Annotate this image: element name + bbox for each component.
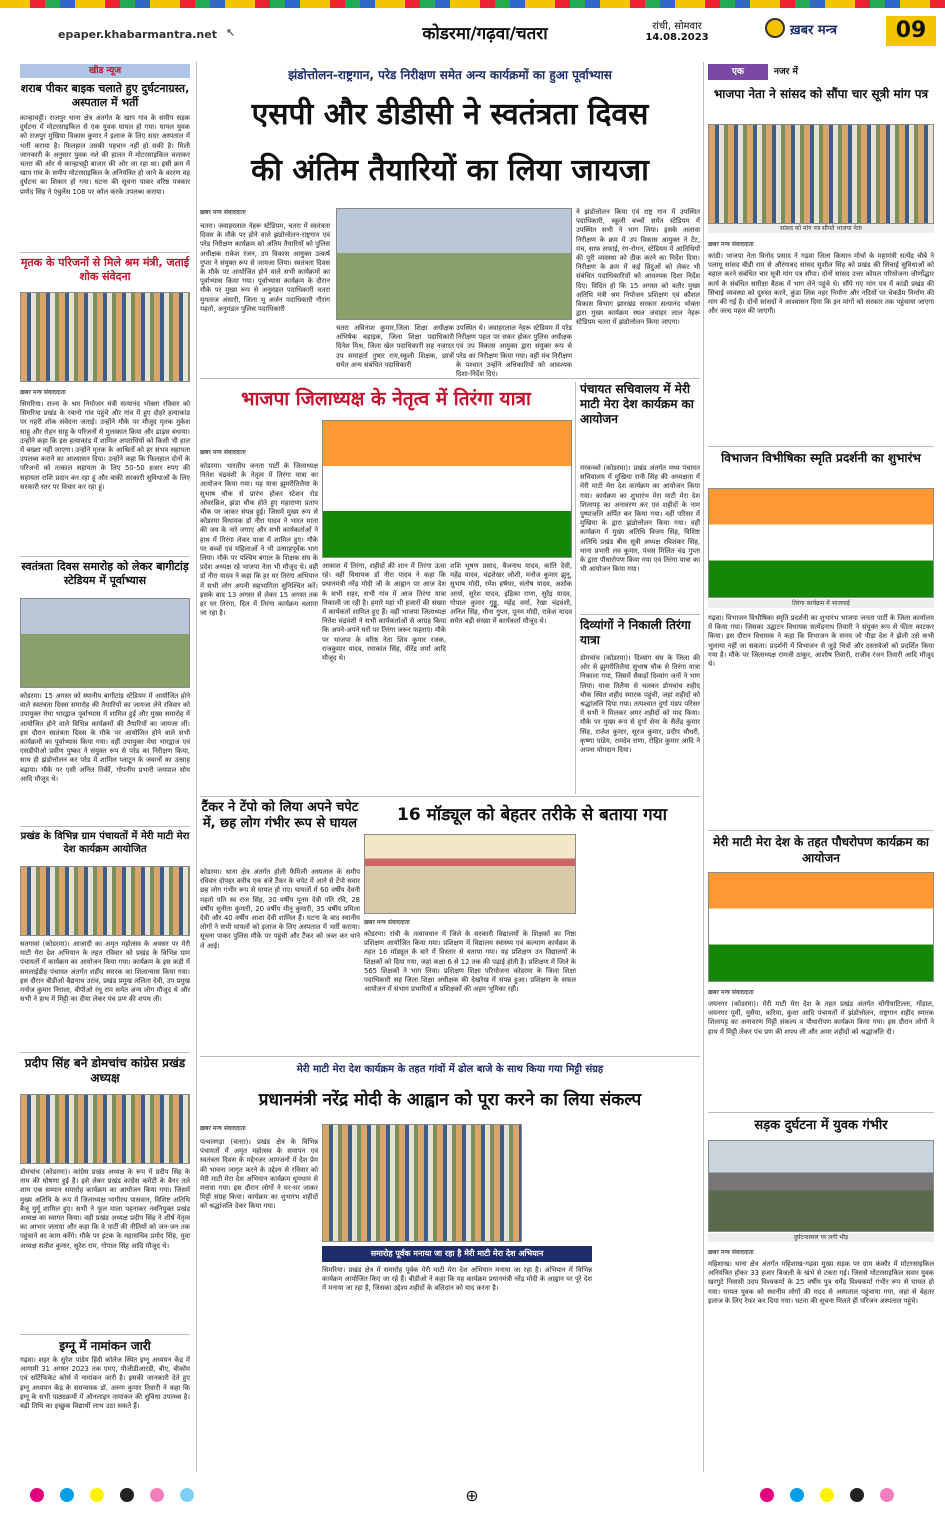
brand-logo (765, 18, 785, 38)
footer-color-bar (0, 1478, 945, 1517)
left-body-5: डोमचांच (कोडरमा)। कांग्रेस प्रखंड अध्यक्ष के रूप में प्रदीप सिंह के नाम की घोषणा हुई है। इसे लेकर प्रखंड कांग्रेस कमेटी के बैनर तले शाम एक सम्मान समारोह कार्यक्रम का आयोजन किया गया। जिसमें मुख्य अतिथि के रूप में जिलाध्यक्ष भागीरथ पासवान, विशिष्ट अतिथि बैजू मुर्मू शामिल हुए। सभी ने फूल माला पहनाकर नवनियुक्त प्रखंड अध्यक्ष का स्वागत किया। वहीं प्रखंड अध्यक्ष प्रदीप सिंह ने शीर्ष नेतृत्व का आभार जताया और कहा कि वे पार्टी की नीतियों को जन-जन तक पहुंचाने का काम करेंगे। मौके पर इंटक के महासचिव प्रमोद सिंह, युवा अध्यक्ष सतीश कुमार, सुरेश राम, गोपाल सिंह आदि मौजूद थे। (20, 1168, 193, 1250)
story-e-body: कोडरमा। थाना क्षेत्र अंतर्गत होली फैमिली अस्पताल के समीप रविवार दोपहर करीब एक बजे टैंकर के चपेट में आने से टेंपो सवार छह लोग गंभीर रूप से घायल हो गए। घायलों में 60 वर्षीय देवनी महतो पति स्व राज सिंह, 30 वर्षीय पूनम देवी पति रवि, 28 वर्षीय सुनीता कुमारी, 20 वर्षीय मीनू कुमारी, 35 वर्षीय प्रमिला देवी और 40 वर्षीय आशा देवी शामिल हैं। घटना के बाद स्थानीय लोगों ने सभी घायलों को इलाज के लिए अस्पताल में भर्ती कराया। सूचना पाकर पुलिस मौके पर पहुंची और टैंकर को जब्त कर थाने ले आई। (200, 868, 363, 950)
registration-mark-icon: ⊕ (465, 1486, 479, 1505)
story-c-body: मरकच्चो (कोडरमा)। प्रखंड अंतर्गत मध्य पंचायत सचिवालय में मुखिया रानी सिंह की अध्यक्षता में मेरी माटी मेरा देश कार्यक्रम का आयोजन किया गया। कार्यक्रम का शुभारंभ मेरा माटी मेरा देश शिलापट्ट का अनावरण कर एवं शहीदों के नाम पुष्पांजलि अर्पित कर किया गया। वहीं परिसर में मुखिया के द्वारा झंडोत्तोलन किया गया। वहीं कार्यक्रम में मुख्य अतिथि विजय सिंह, विशिष्ट अतिथि प्रखंड बीस सूत्री अध्यक्ष रविशंकर सिंह, थाना प्रभारी लव कुमार, पंचस मिलित चंद्र गुप्ता के द्वारा पौधारोपण किया गया एवं तिरंगा यात्रा का भी आयोजन किया गया। (580, 464, 703, 574)
story-c-headline: पंचायत सचिवालय में मेरी माटी मेरा देश कार्यक्रम का आयोजन (580, 382, 694, 426)
lead-headline-2: की अंतिम तैयारियों का लिया जायजा (251, 153, 649, 188)
left-body-3: कोडरमा। 15 अगस्त को स्थानीय बागीटांड़ स्टेडियम में आयोजित होने वाले स्वतंत्रता दिवस समारोह की तैयारियों का जायजा लेने रविवार को उपायुक्त मेघा भारद्वाज पूर्वाभ्यास में शामिल हुईं और मुख्य समारोह में आयोजित होने वाले विभिन्न कार्यक्रमों की तैयारियों का जायजा लीं। इस दौरान स्वतंत्रता दिवस के मौके पर आयोजित होने वाले सभी कार्यक्रमों का पूर्वाभ्यास किया गया। वहीं उपायुक्त मेघा भारद्वाज एवं एसडीपीओ प्रवीण पुष्कर ने संयुक्त रूप से परेड का निरीक्षण किया, साथ ही झंडोत्तोलन कर परेड में शामिल प्लाटून के जवानों का उत्साह बढ़ाया। मौके पर एसी अनिल तिर्की, गोपनीय प्रभारी जयपाल सोय आदि मौजूद थे। (20, 692, 193, 783)
lead-headline-1: एसपी और डीडीसी ने स्वतंत्रता दिवस (251, 97, 649, 132)
story-b-body-2: आकाश में तिरंगा, शहीदों की शान में तिरंगा ऊंचा रहे। वहीं विधायक डॉ नीरा यादव ने कहा कि प्रधानमंत्री नरेंद्र मोदी जी के आह्वान पर आज देश के सभी शहर, सभी गांव में आज तिरंगा यात्रा निकाली जा रही है। हमारे यहां भी हजारों की संख्या में कार्यकर्ता शामिल हुए हैं। वहीं भाजपा जिलाध्यक्ष नितेश चंद्रवंशी ने सभी कार्यकर्ताओं से आग्रह किया कि अपने-अपने घरों पर तिरंगा जरूर फहराएं। मौके पर भाजपा के वरिष्ठ नेता शिव कुमार रजक, राजकुमार यादव, रमाकांत सिंह, वीरेंद्र शर्मा आदि मौजूद थे। (322, 562, 449, 663)
right-headline-1: भाजपा नेता ने सांसद को सौंपा चार सूत्री मांग पत्र (713, 87, 929, 101)
left-headline-4: प्रखंड के विभिन्न ग्राम पंचायतों में मेरी माटी मेरा देश कार्यक्रम आयोजित (20, 831, 190, 855)
page-header (0, 0, 945, 60)
photo-minister-family (20, 292, 190, 382)
story-g-sub-body: सिमरिया। प्रखंड क्षेत्र में समारोह पूर्वक मेरी माटी मेरा देश अभियान मनाया जा रहा है। अभियान में विभिन्न कार्यक्रम आयोजित किए जा रहे हैं। बीडीओ ने कहा कि यह कार्यक्रम प्रधानमंत्री नरेंद्र मोदी के आह्वान पर पूरे देश में मनाया जा रहा है, जिसका उद्देश्य शहीदों के बलिदान को याद करना है। (322, 1266, 595, 1293)
story-f-byline: ख़बर मन्त्र संवाददाता (364, 919, 410, 926)
right-caption-2: तिरंगा कार्यक्रम में भाजपाई (708, 599, 934, 608)
left-body-2: सिमरिया। राज्य के श्रम नियोजन मंत्री सत्यानंद भोक्ता रविवार को सिमरिया प्रखंड के रबानो गांव पहुंचे और गांव में हुए दोहरे हत्याकांड पर गहरी शोक संवेदना जताई। उन्होंने मौके पर मौजूद मृतक मुकेश साहू और रोहन साहू के परिजनों से मुलाकात किया और ढाढ़स बंधाया। उन्होंने कहा कि इस हत्याकांड में शामिल अपराधियों को किसी भी हाल में बख्शा नहीं जाएगा। उन्होंने मृतक के आश्रितों को हर संभव सहायता उपलब्ध कराने का आश्वासन दिया। उन्होंने कहा कि फिलहाल दोनों के परिजनों को तत्काल सहायता के लिए 50-50 हजार रुपए की सहायता राशि प्रदान कर रहा हूं और बाकी सरकारी सुविधाओं के लिए सरकारी स्तर पर विचार कर रहा हूं। (20, 400, 193, 491)
left-tag: खीड न्यूज (20, 64, 190, 78)
lead-body-3: उपस्थित थे। जवाहरलाल नेहरू स्टेडियम में परेड निरीक्षण पहल पर सकर होकर पुलिस अधीक्षक एवं उप विकास आयुक्त द्वारा संयुक्त रूप से परेड का निरीक्षण किया गया। वहीं मंच निरीक्षण के पश्चात उन्होंने अधिकारियों को आवश्यक दिशा-निर्देश दिए। (456, 324, 575, 379)
right-headline-3: मेरी माटी मेरा देश के तहत पौधरोपण कार्यक्रम का आयोजन (713, 835, 929, 865)
left-headline-1: शराब पीकर बाइक चलाते हुए दुर्घटनाग्रस्त, अस्पताल में भर्ती (20, 82, 190, 109)
brand-name: ख़बर मन्त्र (790, 23, 838, 38)
left-body-4: सतगावां (कोडरमा)। आजादी का अमृत महोत्सव के अवसर पर मेरी माटी मेरा देश अभियान के तहत रविवार को प्रखंड के विभिन्न ग्राम पंचायतों में कार्यक्रम का आयोजन किया गया। कार्यक्रम के इस कड़ी में समलाईडीह पंचायत अंतर्गत शहीद स्मारक का शिलान्यास किया गया। इस दौरान बीडीओ बैद्यनाथ उरांव, प्रखंड प्रमुख ललिता देवी, उप प्रमुख मनोज कुमार निराला, बीपीओ रंधू राम समेत अन्य लोग मौजूद थे और सभी ने हाथ में मिट्टी का दीया लेकर पंच प्रण की शपथ ली। (20, 940, 193, 1004)
story-g-body: पत्थलगड़ा (चतरा)। प्रखंड क्षेत्र के विभिन्न पंचायतों में अमृत महोत्सव के समापन एवं स्वतंत्रता दिवस के मद्देनजर आमजनों में देश प्रेम की भावना जागृत करने के उद्देश्य से रविवार को मेरी माटी मेरा देश अभियान कार्यक्रम धूमधाम से मनाया गया। इस दौरान लोगों ने घर-घर जाकर मिट्टी संग्रह किया। कार्यक्रम का शुभारंभ शहीदों को श्रद्धांजलि देकर किया गया। (200, 1138, 321, 1211)
left-body-6: गढ़वा। शहर के सुरेश पांडेय हिंदी कॉलेज स्थित इग्नू अध्ययन केंद्र में आगामी 31 अगस्त 2023 तक एमए, पीजीडीआरडी, बीए, बीकॉम एवं सर्टिफिकेट कोर्स में नामांकन जारी है। इसकी जानकारी देते हुए इग्नू अध्ययन केंद्र के समन्वयक डॉ. अरुण कुमार तिवारी ने कहा कि इग्नू के सभी पाठ्यक्रमों में ऑनलाइन नामांकन की सुविधा उपलब्ध है। बढ़ी तिथि का इच्छुक विद्यार्थी लाभ उठा सकते हैं। (20, 1356, 193, 1411)
story-e-headline: टैंकर ने टेंपो को लिया अपने चपेट में, छह लोग गंभीर रूप से घायल (201, 800, 359, 831)
header-stripe (0, 0, 945, 8)
left-headline-6: इग्नू में नामांकन जारी (59, 1339, 151, 1353)
photo-training-hall (364, 834, 576, 914)
header-date: 14.08.2023 (645, 32, 709, 43)
right-tag-nazar: नजर में (774, 67, 798, 77)
story-d-body: डोमचांच (कोडरमा)। दिव्यांग संघ के जिला की ओर से झुमरीतिलैया सुभाष चौक से तिरंगा यात्रा निकाला गया, जिसमें सैकड़ों दिव्यांग जनों ने भाग लिया। यात्रा तिलैया से चलकर डोमचांच शहीद चौक स्थित शहीद स्मारक पहुंची, जहां शहीदों को श्रद्धांजलि दिया गया। तत्पश्चात दुर्गा मंडप परिसर में सभी ने मिलकर अमर शहीदों को याद किया। मौके पर मुख्य रूप से दुर्गा सेना के सैलेंद्र कुमार सिंह, राजेश कुमार, सूरज कुमार, प्रदीप चौधरी, कृष्णा पांडेय, रामदेव राणा, रोहित कुमार आदि ने अपना योगदान दिया। (580, 654, 703, 755)
photo-tiranga-rally (322, 420, 572, 558)
photo-mp-memorandum (708, 124, 934, 224)
section-title: कोडरमा/गढ़वा/चतरा (422, 24, 548, 44)
story-f-body: कोडरमा। रांची के तत्वावधान में जिले के सरकारी विद्यालयों के शिक्षकों का निष्ठा प्रशिक्षण आयोजित किया गया। प्रशिक्षण में विद्यालय स्वास्थ्य एवं कल्याण कार्यक्रम के तहत 16 मॉड्यूल के बारे में विस्तार से बताया गया। यह प्रशिक्षण उन विद्यालयों के शिक्षकों को दिया गया, जहां कक्षा 6 से 12 तक की पढ़ाई होती है। प्रशिक्षण में जिले के 565 शिक्षकों ने भाग लिया। प्रशिक्षण शिक्षा परियोजना कोडरमा के जिला शिक्षा पदाधिकारी सह जिला शिक्षा अधीक्षक की देखरेख में संपन्न हुआ। प्रशिक्षण के सफल आयोजन में संभाग प्रभारियों व प्रशिक्षकों की अहम भूमिका रही। (364, 930, 579, 994)
photo-soil-collection (322, 1124, 522, 1242)
header-city-day: रांची, सोमवार (652, 21, 702, 32)
right-body-2: गढ़वा। विभाजन विभीषिका स्मृति प्रदर्शनी का शुभारंभ भाजपा जनता पार्टी के जिला कार्यालय में किया गया। जिसका उद्घाटन विधायक सत्येंद्रनाथ तिवारी ने संयुक्त रूप से फीता काटकर किया। इस दौरान विधायक ने कहा कि विभाजन के समय जो पीड़ा देश ने झेली उसे कभी भुलाया नहीं जा सकता। प्रदर्शनी में विभाजन से जुड़े चित्रों और दस्तावेजों को प्रदर्शित किया गया है। मौके पर जिलाध्यक्ष रामजी ठाकुर, आशीष तिवारी, राजीव रंजन तिवारी आदि मौजूद थे। (708, 614, 937, 669)
lead-byline: ख़बर मन्त्र संवाददाता (200, 209, 246, 216)
right-tag-ek: एक (708, 64, 768, 80)
story-f-headline: 16 मॉड्यूल को बेहतर तरीके से बताया गया (397, 805, 667, 825)
story-g-band: समारोह पूर्वक मनाया जा रहा है मेरी माटी मेरा देश अभियान (322, 1246, 592, 1262)
lead-body-1: चतरा। जवाहरलाल नेहरू स्टेडियम, चतरा में स्वतंत्रता दिवस के मौके पर होने वाले झंडोत्तोलन-राष्ट्रगान एवं परेड निरीक्षण कार्यक्रम को अंतिम तैयारियों को पुलिस अधीक्षक राकेश रंजन, उप विकास आयुक्त उत्कर्ष गुप्ता ने संयुक्त रूप से जायजा लिया। स्वतंत्रता दिवस के मौके पर आयोजित होने वाले सभी कार्यक्रमों का पूर्वाभ्यास किया गया। पूर्वाभ्यास कार्यक्रम के दौरान मौके पर मुख्य रूप से अनुमंडल पदाधिकारी चतरा मुमताज अंसारी, जिला भू अर्जन पदाधिकारी गौरांग महतो, अनुमंडल पुलिस पदाधिकारी (200, 222, 333, 313)
photo-stadium-rehearsal (336, 208, 572, 320)
lead-kicker: झंडोत्तोलन-राष्ट्रगान, परेड निरीक्षण समेत अन्य कार्यक्रमों का हुआ पूर्वाभ्यास (288, 68, 612, 82)
right-body-3: जयनगर (कोडरमा)। मेरी माटी मेरा देश के तहत प्रखंड अंतर्गत चोंगीयाटिल्ला, गोंडाल, जयनगर पूर्वी, मुसैया, करिया, कुशा आदि पंचायतों में झंडोत्तोलन, राष्ट्रगान शहीद स्मारक शिलापट्ट का अनावरण मिट्टी संकल्प व पौधारोपण कार्यक्रम किया गया। इस दौरान लोगों ने हाथ में मिट्टी लेकर पंच प्रण की शपथ ली और अमर शहीदों को श्रद्धांजलि दी। (708, 1000, 937, 1036)
right-byline-4: ख़बर मन्त्र संवाददाता (708, 1249, 754, 1256)
right-headline-2: विभाजन विभीषिका स्मृति प्रदर्शनी का शुभारंभ (721, 451, 921, 465)
right-caption-4: दुर्घटनास्थल पर लगी भीड़ (708, 1233, 934, 1242)
left-headline-2: मृतक के परिजनों से मिले श्रम मंत्री, जताई शोक संवेदना (20, 256, 190, 283)
left-headline-5: प्रदीप सिंह बने डोमचांच कांग्रेस प्रखंड अध्यक्ष (24, 1056, 186, 1085)
left-byline-2: ख़बर मन्त्र संवाददाता (20, 389, 66, 396)
right-headline-4: सड़क दुर्घटना में युवक गंभीर (754, 1118, 888, 1133)
story-d-headline: दिव्यांगों ने निकाली तिरंगा यात्रा (580, 618, 691, 647)
cursor-icon: ↖ (226, 26, 236, 39)
lead-body-4: ने झंडोत्तोलन किया एवं राष्ट्र गान में उपस्थित पदाधिकारी, स्कूली बच्चों समेत स्टेडियम में उपस्थित सभी ने भाग लिया। इसके अलावा निरीक्षण के क्रम में उप विकास आयुक्त ने टेंट, मंच, साफ सफाई, रंग-रोगन, स्टेडियम में आतिथियों की पूरी व्यवस्था को ठीक करने का निर्देश दिया। निरीक्षण के क्रम में कई विंदुओं को लेकर भी संबंधित पदाधिकारियों को आवश्यक दिशा निर्देश दिए। विदित हो कि 15 अगस्त को बतौर मुख्य अतिथि मंत्री श्रम नियोजन प्रशिक्षण एवं कौशल विकास विभाग झारखंड सरकार सत्यानंद भोक्ता द्वारा मुख्य कार्यक्रम स्थल जवाहर लाल नेहरू स्टेडियम चतरा में झंडोत्तोलन किया जाएगा। (576, 208, 703, 327)
right-byline-1: ख़बर मन्त्र संवाददाता (708, 241, 754, 248)
story-g-kicker: मेरी माटी मेरा देश कार्यक्रम के तहत गांवों में ढोल बाजे के साथ किया गया मिट्टी संग्रह (296, 1064, 604, 1075)
story-b-body-1: कोडरमा। भारतीय जनता पार्टी के जिलाध्यक्ष नितेश चंद्रवंशी के नेतृत्व में तिरंगा यात्रा का आयोजन किया गया। यह यात्रा झुमरीतिलैया के सुभाष चौक से प्रारंभ होकर स्टेशन रोड ओवरब्रिज, झंडा चौक होते हुए महाराणा प्रताप चौक पर जाकर संपन्न हुई। जिसमें मुख्य रूप से कोडरमा विधायक डॉ नीरा यादव ने भारत माता की जय के नारे लगाए और सभी कार्यकर्ताओं ने हाथ में तिरंगा लेकर यात्रा में शामिल हुए। मौके पर बच्चों एवं महिलाओं ने भी उत्साहपूर्वक भाग लिया। मौके पर पश्चिम बंगाल के शिक्षक संघ के प्रदेश अध्यक्ष रहे भाजपा नेता भी मौजूद थे। वहीं डॉ नीरा यादव ने कहा कि हर घर तिरंगा अभियान में सभी लोग अपनी सहभागिता सुनिश्चित करें। इसके बाद 13 अगस्त से लेकर 15 अगस्त तक हर घर तिरंगा, दिल में तिरंगा कार्यक्रम चलाया जा रहा है। (200, 462, 321, 618)
photo-congress-felicitation (20, 1094, 190, 1164)
story-b-body-3: शशि भूषण प्रसाद, बैजनाथ यादव, कांति देवी, महेंद्र यादव, चंद्रशेखर जोशी, मनोज कुमार झुनू, सुभाष मोदी, रमेश हर्षधर, संतोष यादव, अशोक आर्या, सुरेश यादव, इंद्रिका राणा, सुरेंद्र यादव, गोपाल कुमार गुड्डू, महेंद्र वर्मा, रेखा चंद्रवंशी, अनिल सिंह, मीना गुप्ता, पूनम मोदी, राकेश यादव समेत बड़ी संख्या में कार्यकर्ता मौजूद थे। (450, 562, 575, 626)
left-body-1: कान्हाचट्टी। राजपुर थाना क्षेत्र अंतर्गत के खाप गांव के समीप सड़क दुर्घटना में मोटरसाइकिल से एक युवक घायल हो गया। घायल युवक को राजपुर मुखिया विकास कुमार ने इलाज के लिए सदर अस्पताल में भर्ती कराया है। फिलहाल उसकी पहचान नहीं हो सकी है। मिली जानकारी के अनुसार युवक नशे की हालत में मोटरसाइकिल चलाकर चतरा की ओर से कान्हाचट्टी बाजार की ओर जा रहा था। इसी क्रम में खाप गांव के समीप मोटरसाइकिल के अनियंत्रित हो जाने के कारण वह दुर्घटना का शिकार हो गया। घटना की सूचना पाकर वरिष्ठ पत्रकार प्रमोद सिंह ने एंबुलेंस 108 पर कॉल करके उपलब्ध कराया। (20, 114, 193, 196)
page-number: 09 (886, 16, 936, 46)
website-url[interactable]: epaper.khabarmantra.net (58, 28, 217, 41)
right-body-1: कांडी। भाजपा नेता विनोद प्रसाद ने गढ़वा जिला किसान मोर्चा के महामंत्री सत्येंद्र चौबे ने पलामू सांसद बीडी राम से औरंगाबद सांसद सुशील सिंह को प्रखंड की सिंचाई सुविधाओं को बहाल करने संबंधित चार सूत्री मांग पत्र सौंपा। दोनों सांसद उत्तर कोयल परियोजना जीर्णोद्धार कार्य के संबंधित समीक्षा बैठक में भाग लेने पहुंचे थे। सौंपे गए मांग पत्र में कांडी प्रखंड की सिंचाई व्यवस्था को दुरुस्त करने, कुंडा लिंक नहर निर्माण और नदियों पर चेकडैम निर्माण की मांग की गई है। दोनों सांसदों ने आश्वासन दिया कि इन मांगों को सरकार तक पहुंचाया जाएगा और जल्द पहल की जाएगी। (708, 252, 937, 316)
right-caption-1: सांसद को मांग पत्र सौंपते भाजपा नेता (708, 224, 934, 233)
story-g-byline: ख़बर मन्त्र संवाददाता (200, 1125, 246, 1132)
story-b-byline: ख़बर मन्त्र संवाददाता (200, 449, 246, 456)
right-tag (708, 64, 934, 80)
photo-village-program (20, 866, 190, 936)
lead-body-2: चतरा अविनाश कुमार,जिला शिक्षा अधीक्षक अभिषेक बड़ाइक, जिला शिक्षा पदाधिकारी दिनेश मिश्र, जिला खेल पदाधिकारी सह नजारत उप समाहर्ता तुषार राय,स्कूली शिक्षक, छात्रों समेत अन्य संबंधित पदाधिकारी (336, 324, 457, 369)
left-headline-3: स्वतंत्रता दिवस समारोह को लेकर बागीटांड़ स्टेडियम में पूर्वाभ्यास (21, 560, 189, 587)
photo-road-accident (708, 1140, 934, 1232)
story-g-headline: प्रधानमंत्री नरेंद्र मोदी के आह्वान को पूरा करने का लिया संकल्प (258, 1090, 642, 1110)
right-byline-3: ख़बर मन्त्र संवाददाता (708, 989, 754, 996)
photo-plantation (708, 872, 934, 982)
story-b-headline: भाजपा जिलाध्यक्ष के नेतृत्व में तिरंगा यात्रा (241, 388, 531, 410)
right-body-4: महिशाख। थाना क्षेत्र अंतर्गत महिशाख-गढ़वा मुख्य सड़क पर ग्राम कंकौर में मोटरसाइकिल अनियंत्रित होकर 33 हजार बिजली के खंभे से टकरा गई। जिससे मोटरसाइकिल सवार युवक खरगुटे निवासी उदय विश्वकर्मा के 25 वर्षीय पुत्र धर्मेंद्र विश्वकर्मा गंभीर रूप से घायल हो गया। घायल युवक को स्थानीय लोगों की मदद से अस्पताल पहुंचाया गया, जहां से बेहतर इलाज के लिए रेफर कर दिया गया। घटना की सूचना मिलते ही परिजन अस्पताल पहुंचे। (708, 1260, 937, 1305)
photo-parade-rehearsal (20, 598, 190, 688)
photo-exhibition (708, 488, 934, 598)
